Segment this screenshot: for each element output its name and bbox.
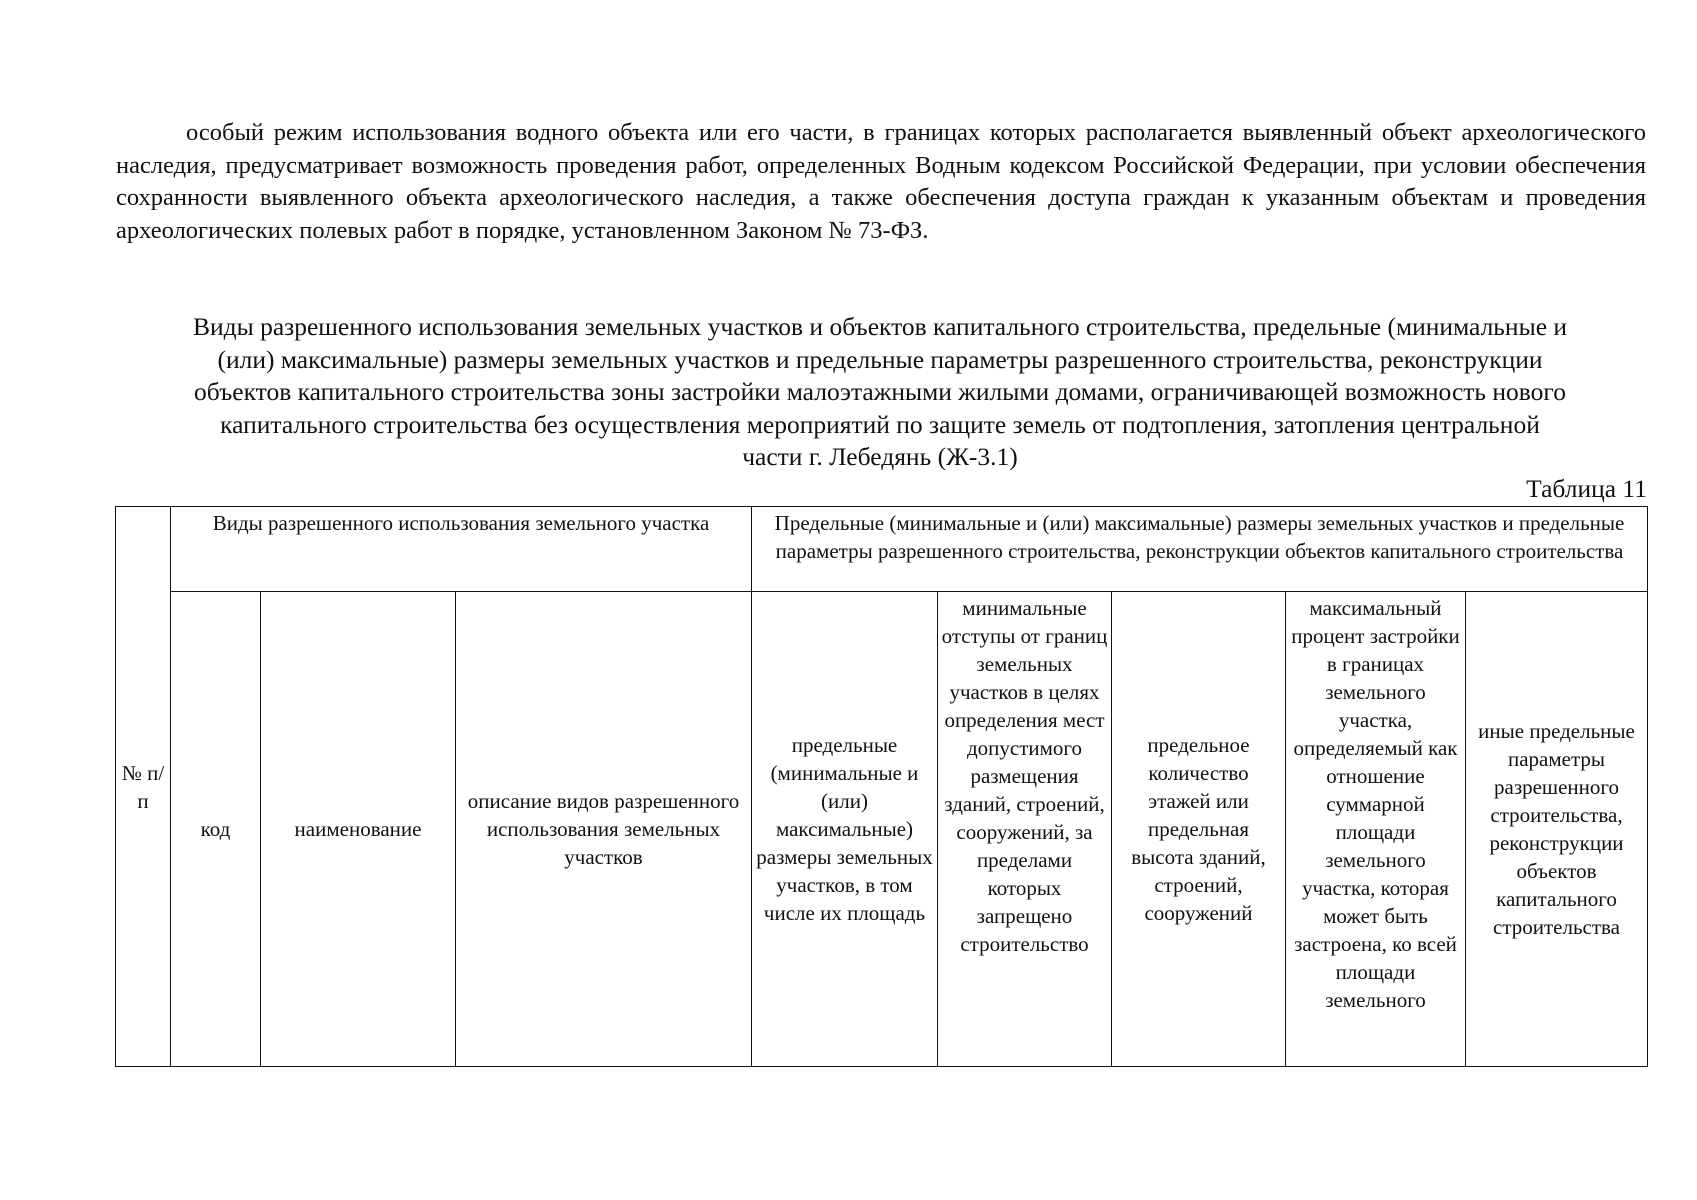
header-plot-size-cell: предельные (минимальные и (или) максимальные) размеры земельных участков, в том числе их площадь — [752, 592, 938, 1067]
header-floors-cell: предельное количество этажей или предельная высота зданий, строений, сооружений — [1112, 592, 1286, 1067]
table-header-row-columns — [116, 592, 1648, 1067]
land-use-table — [115, 506, 1648, 1067]
heading-line: объектов капитального строительства зоны застройки малоэтажными жилыми домами, ограничивающей возможность нового — [193, 377, 1566, 406]
header-limit-parameters-group: Предельные (минимальные и (или) максимальные) размеры земельных участков и предельные параметры разрешенного строительства, реконструкции объектов капитального строительства — [752, 507, 1648, 592]
section-heading — [110, 311, 1650, 474]
header-description-cell: описание видов разрешенного использования земельных участков — [456, 592, 752, 1067]
heading-line: капитального строительства без осуществления мероприятий по защите земель от подтопления, затопления центральной — [220, 409, 1540, 439]
heading-line: части г. Лебедянь (Ж-3.1) — [742, 442, 1018, 471]
header-permitted-uses-group: Виды разрешенного использования земельного участка — [171, 507, 752, 592]
table-number-label: Таблица 11 — [1526, 474, 1647, 503]
table-header-row-group — [116, 507, 1648, 592]
header-code-cell: код — [171, 592, 261, 1067]
heading-line: Виды разрешенного использования земельных участков и объектов капитального строительства, предельные (минимальные и — [192, 312, 1568, 341]
header-coverage-cell: максимальный процент застройки в границах земельного участка, определяемый как отношение суммарной площади земельного участка, которая может быть застроена, ко всей площади земельного — [1286, 592, 1466, 1067]
header-setbacks-cell: минимальные отступы от границ земельных участков в целях определения мест допустимого размещения зданий, строений, сооружений, за пределами которых запрещено строительство — [938, 592, 1112, 1067]
header-name-cell: наименование — [261, 592, 456, 1067]
header-other-parameters-cell: иные предельные параметры разрешенного строительства, реконструкции объектов капитального строительства — [1466, 592, 1648, 1067]
heading-line: (или) максимальные) размеры земельных участков и предельные параметры разрешенного строительства, реконструкции — [217, 344, 1543, 374]
body-paragraph: особый режим использования водного объекта или его части, в границах которых располагается выявленный объект археологического наследия, предусматривает возможность проведения работ, определенных Водным кодексом Российской Федерации, при условии обеспечения сохранности выявленного объекта археологического наследия, а также обеспечения доступа граждан к указанным объектам и проведения археологических полевых работ в порядке, установленном Законом № 73-ФЗ. — [116, 119, 1646, 244]
header-number-cell: № п/п — [116, 507, 171, 1067]
